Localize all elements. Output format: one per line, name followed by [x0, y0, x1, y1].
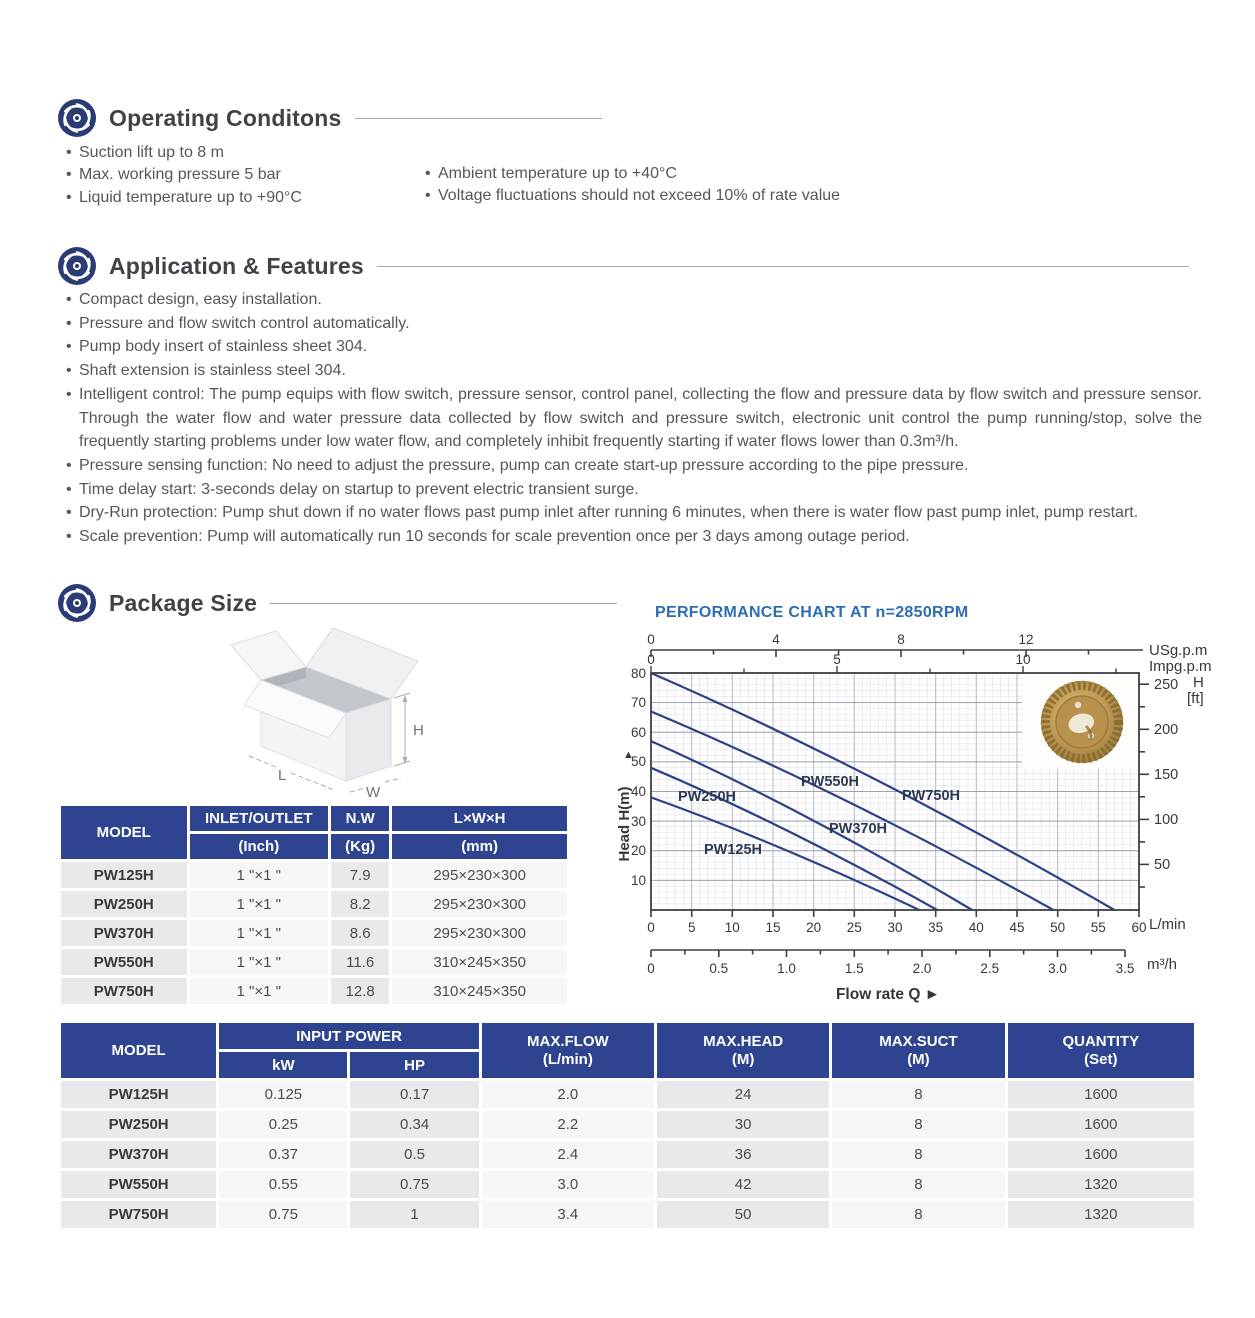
table-row — [61, 862, 567, 888]
specifications-table — [58, 1020, 1197, 1231]
axis-tick: 30 — [630, 814, 646, 829]
col-header-lwh: L×W×H — [392, 806, 567, 831]
col-header-max-flow — [482, 1023, 654, 1078]
axis-tick: 250 — [1154, 677, 1179, 693]
axis-tick: 0 — [647, 961, 655, 976]
cell-model: PW125H — [61, 862, 187, 888]
section-operating-header — [58, 99, 602, 137]
axis-tick: 5 — [687, 920, 696, 935]
y-axis-arrow: ▲ — [623, 749, 634, 761]
axis-tick: 35 — [928, 920, 944, 935]
cell-head: 36 — [657, 1141, 829, 1168]
header-line: MAX.HEAD — [703, 1032, 784, 1050]
cell-suct: 8 — [832, 1171, 1004, 1198]
table-row — [61, 1081, 1194, 1108]
axis-tick: 2.0 — [912, 961, 932, 976]
brand-logo-icon — [58, 247, 96, 285]
header-line: (M) — [907, 1050, 930, 1068]
axis-unit-lmin: L/min — [1149, 916, 1186, 933]
axis-tick: 25 — [846, 920, 862, 935]
impeller-photo — [1022, 673, 1139, 769]
box-dim-l-label: L — [278, 767, 287, 784]
axis-tick: 0.5 — [709, 961, 729, 976]
cell-hp: 0.5 — [350, 1141, 478, 1168]
table-row — [61, 978, 567, 1004]
header-line: MAX.SUCT — [879, 1032, 958, 1050]
chart-title: PERFORMANCE CHART AT n=2850RPM — [655, 604, 969, 621]
cell-inlet: 1 "×1 " — [190, 978, 329, 1004]
cell-qty: 1600 — [1008, 1081, 1194, 1108]
col-header-quantity — [1008, 1023, 1194, 1078]
table-row — [61, 949, 567, 975]
cell-head: 42 — [657, 1171, 829, 1198]
cell-lwh: 310×245×350 — [392, 978, 567, 1004]
axis-tick: 50 — [630, 754, 646, 769]
operating-bullets-right — [425, 163, 945, 208]
cell-qty: 1600 — [1008, 1111, 1194, 1138]
cell-lwh: 295×230×300 — [392, 891, 567, 917]
cell-inlet: 1 "×1 " — [190, 920, 329, 946]
cell-model: PW125H — [61, 1081, 216, 1108]
cell-suct: 8 — [832, 1111, 1004, 1138]
feature-item: • Dry-Run protection: Pump shut down if no water flows past pump inlet after running 6 minutes, when there is water flow past pump inlet, pump restart. — [66, 501, 1202, 525]
cell-lwh: 295×230×300 — [392, 920, 567, 946]
cell-kw: 0.55 — [219, 1171, 347, 1198]
axis-tick: 150 — [1154, 767, 1179, 783]
y-axis-label: Head H(m) — [616, 786, 633, 862]
bullet-item: • Suction lift up to 8 m — [66, 142, 406, 164]
header-line: (Set) — [1084, 1050, 1118, 1068]
axis-tick: 15 — [765, 920, 781, 935]
cell-nw: 11.6 — [331, 949, 389, 975]
axis-tick: 40 — [968, 920, 984, 935]
cell-inlet: 1 "×1 " — [190, 862, 329, 888]
feature-item: • Compact design, easy installation. — [66, 288, 1202, 312]
cell-head: 24 — [657, 1081, 829, 1108]
table-row — [61, 1171, 1194, 1198]
col-header-max-suct — [832, 1023, 1004, 1078]
axis-tick: 0 — [647, 652, 655, 667]
col-header-hp: HP — [350, 1052, 478, 1078]
box-dim-h-label: H — [413, 722, 424, 739]
operating-bullets-left — [66, 142, 406, 209]
axis-tick: 45 — [1009, 920, 1025, 935]
curve-label: PW550H — [800, 774, 860, 790]
cell-lwh: 310×245×350 — [392, 949, 567, 975]
axis-tick: 50 — [1050, 920, 1066, 935]
curve-label: PW250H — [677, 789, 737, 805]
axis-tick: 30 — [887, 920, 903, 935]
features-bullets — [66, 288, 1202, 549]
axis-tick: 12 — [1018, 632, 1034, 647]
axis-tick: 10 — [1015, 652, 1031, 667]
section-rule — [270, 603, 617, 604]
cell-hp: 0.75 — [350, 1171, 478, 1198]
axis-tick: 8 — [897, 632, 905, 647]
axis-tick: 80 — [630, 666, 646, 681]
cell-model: PW250H — [61, 891, 187, 917]
cell-kw: 0.37 — [219, 1141, 347, 1168]
feature-item: • Pump body insert of stainless sheet 304. — [66, 335, 1202, 359]
cell-suct: 8 — [832, 1141, 1004, 1168]
col-header-lwh-unit: (mm) — [392, 834, 567, 859]
section-features-header — [58, 247, 1189, 285]
cell-nw: 12.8 — [331, 978, 389, 1004]
axis-unit-usgpm: USg.p.m — [1149, 642, 1208, 659]
col-header-nw-unit: (Kg) — [331, 834, 389, 859]
brand-logo-icon — [58, 99, 96, 137]
feature-item: • Scale prevention: Pump will automatically run 10 seconds for scale prevention once per 3 days among outage period. — [66, 525, 1202, 549]
axis-tick: 3.5 — [1115, 961, 1135, 976]
cell-model: PW370H — [61, 1141, 216, 1168]
box-dim-w-label: W — [366, 784, 381, 801]
cell-head: 30 — [657, 1111, 829, 1138]
section-title-features: Application & Features — [109, 252, 364, 279]
curve-label: PW125H — [703, 842, 763, 858]
axis-unit-h: H — [1193, 674, 1204, 691]
cell-model: PW250H — [61, 1111, 216, 1138]
bullet-item: • Voltage fluctuations should not exceed 10% of rate value — [425, 185, 945, 207]
cell-qty: 1320 — [1008, 1171, 1194, 1198]
cell-qty: 1320 — [1008, 1201, 1194, 1228]
performance-chart — [615, 598, 1225, 1028]
axis-tick: 40 — [630, 784, 646, 799]
col-header-inlet: INLET/OUTLET — [190, 806, 329, 831]
header-line: (L/min) — [542, 1050, 593, 1068]
bullet-item: • Ambient temperature up to +40°C — [425, 163, 945, 185]
feature-item: • Shaft extension is stainless steel 304. — [66, 359, 1202, 383]
axis-tick: 50 — [1154, 857, 1171, 873]
table-row — [61, 891, 567, 917]
cell-model: PW750H — [61, 978, 187, 1004]
axis-tick: 1.5 — [844, 961, 864, 976]
col-header-max-head — [657, 1023, 829, 1078]
header-line: (M) — [731, 1050, 755, 1068]
feature-item: • Intelligent control: The pump equips with flow switch, pressure sensor, control panel, collecting the flow and pressure data by flow switch and pressure sensor. Through the water flow and water pressure data collected by flow switch and pressure switch, electronic unit control the pump running/stop, solve the frequently starting problems under low water flow, and completely inhibit frequently starting if water flows lower than 0.3m³/h. — [66, 383, 1202, 454]
cell-hp: 0.34 — [350, 1111, 478, 1138]
bullet-item: • Max. working pressure 5 bar — [66, 164, 406, 186]
cell-nw: 7.9 — [331, 862, 389, 888]
cell-flow: 2.4 — [482, 1141, 654, 1168]
axis-tick: 5 — [833, 652, 841, 667]
cell-nw: 8.2 — [331, 891, 389, 917]
axis-tick: 10 — [724, 920, 740, 935]
axis-tick: 0 — [647, 632, 655, 647]
axis-tick: 200 — [1154, 722, 1179, 738]
cell-suct: 8 — [832, 1081, 1004, 1108]
axis-tick: 20 — [630, 843, 646, 858]
cell-model: PW750H — [61, 1201, 216, 1228]
cell-flow: 2.0 — [482, 1081, 654, 1108]
cell-kw: 0.25 — [219, 1111, 347, 1138]
cell-head: 50 — [657, 1201, 829, 1228]
curve-label: PW750H — [901, 788, 961, 804]
axis-tick: 60 — [630, 725, 646, 740]
axis-tick: 3.0 — [1048, 961, 1067, 976]
feature-item: • Pressure and flow switch control automatically. — [66, 312, 1202, 336]
axis-tick: 1.0 — [777, 961, 796, 976]
header-line: MAX.FLOW — [527, 1032, 609, 1050]
cell-lwh: 295×230×300 — [392, 862, 567, 888]
axis-tick: 20 — [806, 920, 822, 935]
axis-tick: 4 — [772, 632, 780, 647]
cell-qty: 1600 — [1008, 1141, 1194, 1168]
axis-tick: 70 — [630, 695, 646, 710]
axis-tick: 60 — [1131, 920, 1147, 935]
cell-nw: 8.6 — [331, 920, 389, 946]
section-rule — [377, 266, 1189, 267]
table-row — [61, 1201, 1194, 1228]
axis-tick: 0 — [647, 920, 655, 935]
cell-model: PW550H — [61, 1171, 216, 1198]
axis-unit-impgpm: Impg.p.m — [1149, 658, 1212, 675]
col-header-model: MODEL — [61, 806, 187, 859]
cell-inlet: 1 "×1 " — [190, 949, 329, 975]
col-header-inlet-unit: (Inch) — [190, 834, 329, 859]
axis-tick: 100 — [1154, 812, 1179, 828]
cell-kw: 0.125 — [219, 1081, 347, 1108]
feature-item: • Time delay start: 3-seconds delay on startup to prevent electric transient surge. — [66, 478, 1202, 502]
curve-label: PW370H — [828, 821, 888, 837]
table-row — [61, 1141, 1194, 1168]
axis-unit-ft: [ft] — [1187, 690, 1204, 707]
cell-inlet: 1 "×1 " — [190, 891, 329, 917]
cell-model: PW370H — [61, 920, 187, 946]
cell-kw: 0.75 — [219, 1201, 347, 1228]
axis-tick: 10 — [630, 873, 646, 888]
col-header-input-power: INPUT POWER — [219, 1023, 478, 1049]
axis-tick: 55 — [1090, 920, 1106, 935]
section-title-operating: Operating Conditons — [109, 104, 342, 131]
cell-model: PW550H — [61, 949, 187, 975]
cell-flow: 2.2 — [482, 1111, 654, 1138]
table-row — [61, 1111, 1194, 1138]
col-header-kw: kW — [219, 1052, 347, 1078]
cell-hp: 0.17 — [350, 1081, 478, 1108]
axis-unit-m3h: m³/h — [1147, 956, 1177, 973]
cell-suct: 8 — [832, 1201, 1004, 1228]
bullet-item: • Liquid temperature up to +90°C — [66, 187, 406, 209]
x-axis-label: Flow rate Q ► — [835, 986, 941, 1003]
package-size-table — [58, 803, 570, 1007]
table-row — [61, 920, 567, 946]
col-header-nw: N.W — [331, 806, 389, 831]
package-box-figure — [213, 618, 431, 821]
cell-flow: 3.4 — [482, 1201, 654, 1228]
brand-logo-icon — [58, 584, 96, 622]
header-line: QUANTITY — [1062, 1032, 1140, 1050]
feature-item: • Pressure sensing function: No need to adjust the pressure, pump can create start-up pressure according to the pipe pressure. — [66, 454, 1202, 478]
axis-tick: 2.5 — [980, 961, 1000, 976]
cell-hp: 1 — [350, 1201, 478, 1228]
col-header-model: MODEL — [61, 1023, 216, 1078]
section-rule — [355, 118, 602, 119]
section-title-package: Package Size — [109, 589, 258, 616]
cell-flow: 3.0 — [482, 1171, 654, 1198]
section-package-header — [58, 584, 617, 622]
